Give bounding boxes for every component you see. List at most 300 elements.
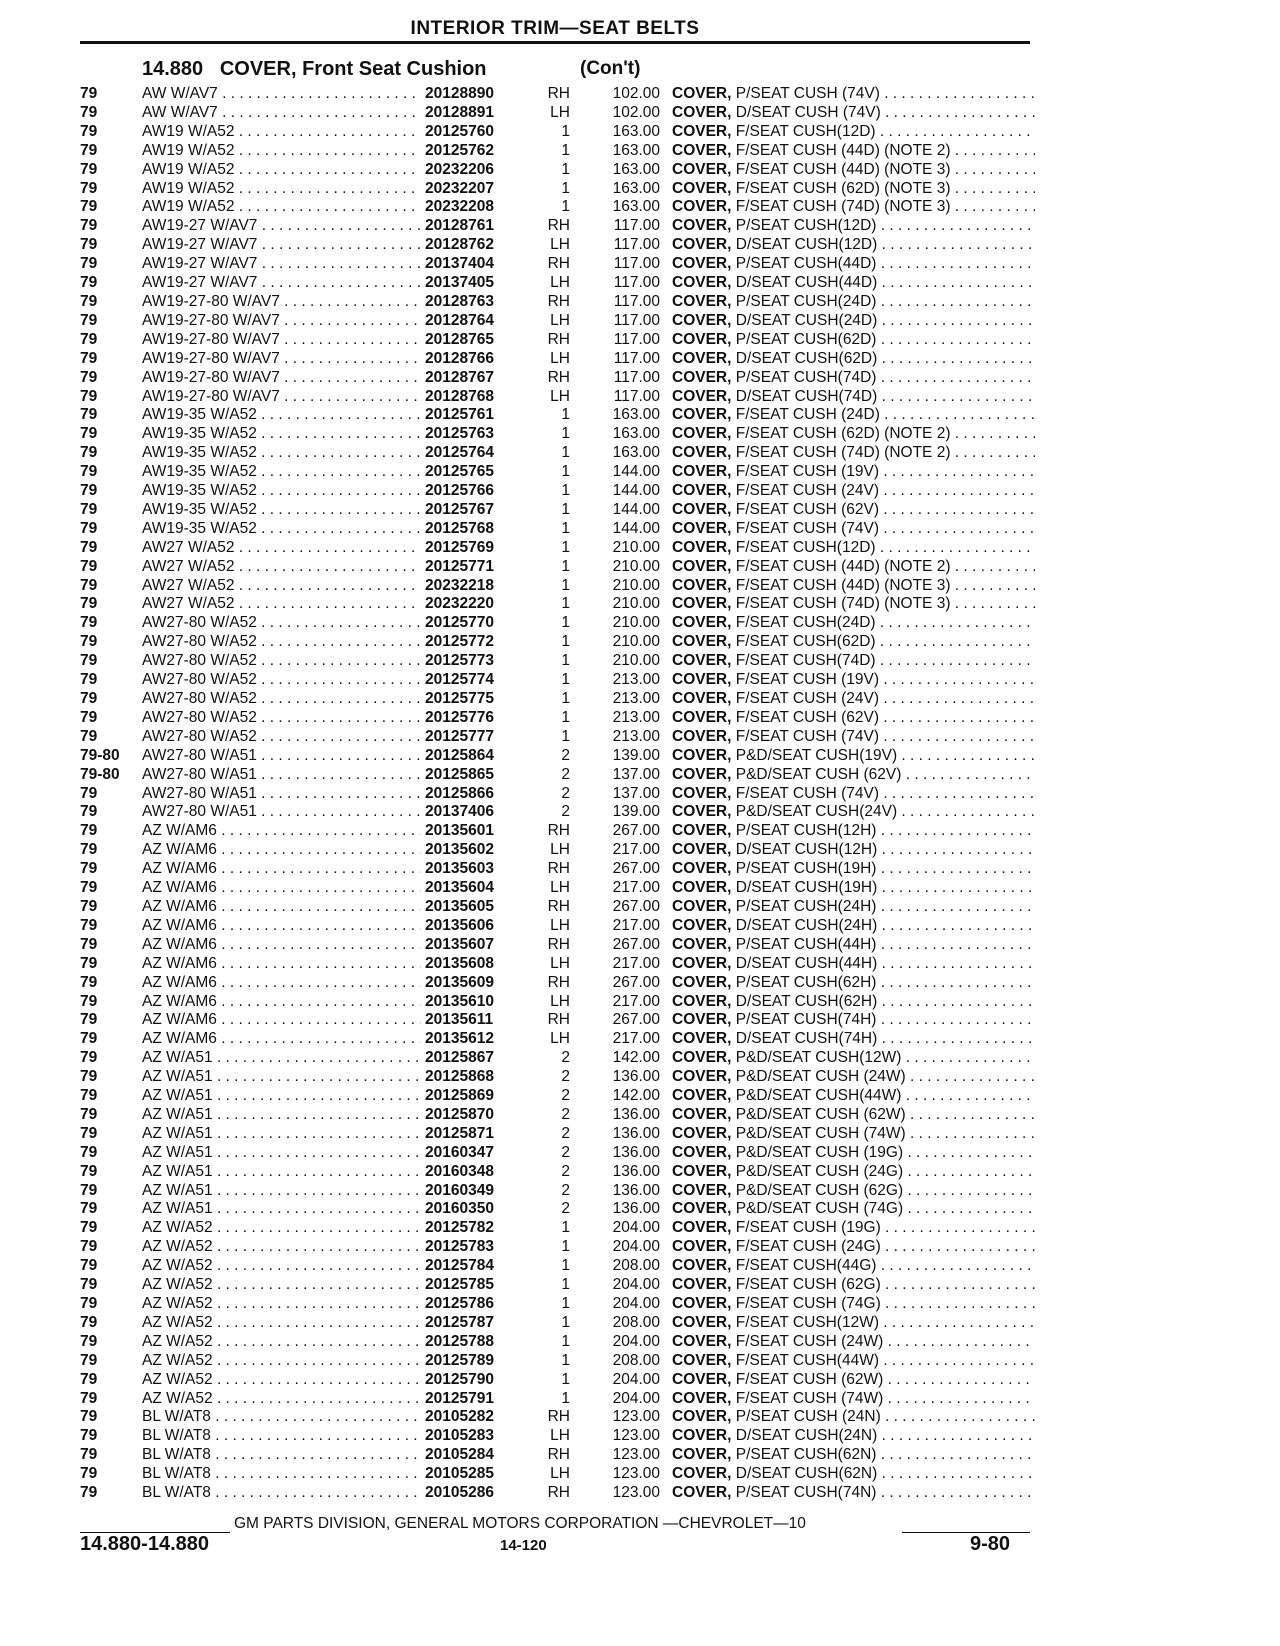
part-number: 20125870 [421, 1106, 494, 1125]
part-description [672, 1238, 1035, 1257]
description-noun: COVER, [672, 1049, 732, 1067]
list-item [80, 123, 1035, 142]
description-noun: COVER, [672, 425, 732, 443]
part-description [672, 879, 1035, 898]
model-year: 79 [80, 1087, 98, 1105]
list-price: 163.00 [612, 160, 660, 178]
model-code: AW W/AV7 . . . [142, 85, 487, 104]
description-text: F/SEAT CUSH (62G) [735, 1276, 881, 1294]
list-item [80, 690, 1035, 709]
list-price: 210.00 [612, 633, 660, 651]
footer-rule-right [902, 1532, 1030, 1533]
description-noun: COVER, [672, 292, 732, 310]
part-number: 20125769 [421, 539, 494, 558]
quantity: LH [550, 1427, 570, 1445]
model-year: 79 [80, 576, 98, 594]
part-description [672, 1182, 1035, 1201]
quantity: 1 [561, 1351, 570, 1369]
part-number: 20125765 [421, 463, 494, 482]
part-number: 20105282 [421, 1408, 494, 1427]
description-text: P/SEAT CUSH(24H) [735, 897, 877, 915]
list-item [80, 1049, 1035, 1068]
quantity: 1 [561, 538, 570, 556]
model-year: 79 [80, 103, 98, 121]
part-description [672, 728, 1035, 747]
list-price: 137.00 [612, 765, 660, 783]
description-text: D/SEAT CUSH(74H) [735, 1030, 878, 1048]
part-description [672, 293, 1035, 312]
list-price: 217.00 [612, 841, 660, 859]
list-item [80, 785, 1035, 804]
description-text: D/SEAT CUSH(62H) [735, 992, 878, 1010]
model-year: 79 [80, 860, 98, 878]
quantity: 1 [561, 671, 570, 689]
description-noun: COVER, [672, 1389, 732, 1407]
list-price: 204.00 [612, 1219, 660, 1237]
list-item [80, 331, 1035, 350]
quantity: 1 [561, 500, 570, 518]
model-code: AW19-27 W/AV7 . . . [142, 217, 487, 236]
description-text: F/SEAT CUSH (62D) (NOTE 2) [735, 425, 951, 443]
model-year: 79 [80, 1276, 98, 1294]
model-year: 79 [80, 425, 98, 443]
model-year: 79 [80, 897, 98, 915]
part-description [672, 671, 1035, 690]
part-description [672, 520, 1035, 539]
list-price: 123.00 [612, 1446, 660, 1464]
part-description [672, 595, 1035, 614]
quantity: 1 [561, 444, 570, 462]
part-number: 20105285 [421, 1465, 494, 1484]
part-number: 20160350 [421, 1200, 494, 1219]
part-description [672, 1276, 1035, 1295]
description-noun: COVER, [672, 179, 732, 197]
part-description [672, 1144, 1035, 1163]
model-year: 79 [80, 1389, 98, 1407]
description-noun: COVER, [672, 935, 732, 953]
part-description [672, 709, 1035, 728]
description-noun: COVER, [672, 1332, 732, 1350]
part-number: 20135605 [421, 898, 494, 917]
quantity: 1 [561, 614, 570, 632]
model-code: AW19-27 W/AV7 . . . [142, 274, 487, 293]
part-number: 20160347 [421, 1144, 494, 1163]
list-item [80, 236, 1035, 255]
description-text: F/SEAT CUSH(12D) [735, 538, 876, 556]
description-noun: COVER, [672, 765, 732, 783]
part-description [672, 444, 1035, 463]
list-price: 210.00 [612, 538, 660, 556]
quantity: LH [550, 879, 570, 897]
list-price: 136.00 [612, 1200, 660, 1218]
model-code: AW27-80 W/A52 . . . [142, 728, 487, 747]
quantity: 1 [561, 652, 570, 670]
quantity: 1 [561, 1332, 570, 1350]
quantity: RH [547, 973, 570, 991]
part-description [672, 766, 1035, 785]
list-item [80, 595, 1035, 614]
model-code: AW27-80 W/A51 . . . [142, 803, 487, 822]
list-price: 208.00 [612, 1313, 660, 1331]
part-description [672, 123, 1035, 142]
description-noun: COVER, [672, 708, 732, 726]
list-price: 102.00 [612, 103, 660, 121]
part-description [672, 1257, 1035, 1276]
model-year: 79 [80, 614, 98, 632]
list-item [80, 1352, 1035, 1371]
quantity: 1 [561, 179, 570, 197]
model-year: 79 [80, 255, 98, 273]
part-number: 20125760 [421, 123, 494, 142]
description-noun: COVER, [672, 1276, 732, 1294]
part-number: 20128766 [421, 350, 494, 369]
list-item [80, 1465, 1035, 1484]
model-year: 79 [80, 652, 98, 670]
quantity: 2 [561, 1200, 570, 1218]
part-number: 20135603 [421, 860, 494, 879]
list-item [80, 766, 1035, 785]
description-text: F/SEAT CUSH (74D) (NOTE 3) [735, 595, 951, 613]
description-noun: COVER, [672, 803, 732, 821]
model-code: AZ W/A51 . . . [142, 1106, 487, 1125]
model-code: AZ W/AM6 . . . [142, 1030, 487, 1049]
page-title: INTERIOR TRIM—SEAT BELTS [410, 18, 700, 39]
model-year: 79 [80, 1313, 98, 1331]
description-text: F/SEAT CUSH (74V) [735, 784, 880, 802]
model-code: AW19-35 W/A52 . . . [142, 482, 487, 501]
quantity: RH [547, 1446, 570, 1464]
description-noun: COVER, [672, 500, 732, 518]
description-text: P/SEAT CUSH (24N) [735, 1408, 881, 1426]
model-year: 79 [80, 879, 98, 897]
part-description [672, 482, 1035, 501]
part-description [672, 161, 1035, 180]
part-number: 20125766 [421, 482, 494, 501]
quantity: RH [547, 1011, 570, 1029]
quantity: RH [547, 860, 570, 878]
part-description [672, 1163, 1035, 1182]
description-noun: COVER, [672, 1143, 732, 1161]
model-year: 79 [80, 236, 98, 254]
parts-list [80, 85, 1035, 1503]
description-noun: COVER, [672, 1162, 732, 1180]
list-price: 163.00 [612, 406, 660, 424]
quantity: LH [550, 916, 570, 934]
model-year: 79 [80, 141, 98, 159]
description-text: P&D/SEAT CUSH (62G) [735, 1181, 904, 1199]
model-year: 79 [80, 160, 98, 178]
part-number: 20128890 [421, 85, 494, 104]
quantity: LH [550, 1465, 570, 1483]
list-item [80, 444, 1035, 463]
part-number: 20125768 [421, 520, 494, 539]
description-text: P/SEAT CUSH(62D) [735, 330, 877, 348]
list-price: 213.00 [612, 690, 660, 707]
part-description [672, 217, 1035, 236]
part-number: 20125869 [421, 1087, 494, 1106]
description-noun: COVER, [672, 614, 732, 632]
list-price: 267.00 [612, 822, 660, 840]
description-noun: COVER, [672, 633, 732, 651]
description-text: F/SEAT CUSH (44D) (NOTE 3) [735, 160, 951, 178]
list-price: 163.00 [612, 425, 660, 443]
description-noun: COVER, [672, 1068, 732, 1086]
model-year: 79 [80, 1465, 98, 1483]
model-year: 79 [80, 708, 98, 726]
part-description [672, 1427, 1035, 1446]
list-price: 102.00 [612, 85, 660, 102]
list-price: 267.00 [612, 973, 660, 991]
model-year: 79 [80, 1408, 98, 1426]
part-description [672, 1408, 1035, 1427]
description-text: F/SEAT CUSH (19V) [735, 671, 880, 689]
description-text: P/SEAT CUSH(62N) [735, 1446, 877, 1464]
list-price: 163.00 [612, 122, 660, 140]
model-code: AZ W/A52 . . . [142, 1276, 487, 1295]
list-item [80, 85, 1035, 104]
description-text: D/SEAT CUSH(24D) [735, 311, 878, 329]
part-number: 20125771 [421, 558, 494, 577]
description-noun: COVER, [672, 916, 732, 934]
list-item [80, 1219, 1035, 1238]
list-price: 136.00 [612, 1068, 660, 1086]
part-description [672, 236, 1035, 255]
list-price: 136.00 [612, 1143, 660, 1161]
list-price: 117.00 [613, 255, 660, 273]
part-number: 20105283 [421, 1427, 494, 1446]
part-description [672, 406, 1035, 425]
description-text: P&D/SEAT CUSH (19G) [735, 1143, 904, 1161]
part-number: 20125788 [421, 1333, 494, 1352]
model-code: AW27 W/A52 . . . [142, 558, 487, 577]
part-number: 20232206 [421, 161, 494, 180]
model-year: 79 [80, 1219, 98, 1237]
part-number: 20125787 [421, 1314, 494, 1333]
part-description [672, 633, 1035, 652]
description-noun: COVER, [672, 822, 732, 840]
part-description [672, 1049, 1035, 1068]
quantity: RH [547, 217, 570, 235]
model-code: AW19 W/A52 . . . [142, 161, 487, 180]
model-year: 79 [80, 1351, 98, 1369]
model-code: AZ W/A52 . . . [142, 1219, 487, 1238]
part-description [672, 822, 1035, 841]
list-item [80, 652, 1035, 671]
description-noun: COVER, [672, 1030, 732, 1048]
list-item [80, 198, 1035, 217]
part-description [672, 180, 1035, 199]
part-description [672, 331, 1035, 350]
quantity: LH [550, 954, 570, 972]
list-item [80, 1257, 1035, 1276]
section-title: 14.880 COVER, Front Seat Cushion [142, 58, 487, 80]
description-text: F/SEAT CUSH (44D) (NOTE 2) [735, 557, 951, 575]
quantity: 1 [561, 122, 570, 140]
list-price: 217.00 [612, 954, 660, 972]
part-number: 20125867 [421, 1049, 494, 1068]
list-item [80, 388, 1035, 407]
list-item [80, 993, 1035, 1012]
model-year: 79 [80, 595, 98, 613]
model-year: 79 [80, 935, 98, 953]
description-text: F/SEAT CUSH (62V) [735, 708, 880, 726]
part-number: 20125776 [421, 709, 494, 728]
quantity: 1 [561, 557, 570, 575]
quantity: 1 [561, 425, 570, 443]
list-item [80, 955, 1035, 974]
model-code: AW19-27-80 W/AV7 . . . [142, 293, 487, 312]
model-year: 79 [80, 406, 98, 424]
model-year: 79 [80, 916, 98, 934]
footer-date: 9-80 [970, 1533, 1011, 1555]
part-description [672, 1465, 1035, 1484]
part-description [672, 860, 1035, 879]
list-item [80, 1144, 1035, 1163]
description-text: D/SEAT CUSH(74D) [735, 387, 878, 405]
model-code: AZ W/A51 . . . [142, 1087, 487, 1106]
description-text: D/SEAT CUSH(12D) [735, 236, 878, 254]
description-text: P&D/SEAT CUSH (24G) [735, 1162, 904, 1180]
quantity: LH [550, 236, 570, 254]
list-item [80, 369, 1035, 388]
quantity: RH [547, 897, 570, 915]
model-year: 79 [80, 85, 98, 102]
part-number: 20125783 [421, 1238, 494, 1257]
description-noun: COVER, [672, 595, 732, 613]
description-noun: COVER, [672, 311, 732, 329]
part-number: 20128765 [421, 331, 494, 350]
list-price: 144.00 [612, 463, 660, 481]
list-item [80, 180, 1035, 199]
part-number: 20232208 [421, 198, 494, 217]
description-text: P&D/SEAT CUSH(24V) [735, 803, 898, 821]
part-description [672, 1200, 1035, 1219]
list-price: 213.00 [612, 727, 660, 745]
description-text: D/SEAT CUSH(44H) [735, 954, 878, 972]
description-noun: COVER, [672, 236, 732, 254]
list-price: 213.00 [612, 708, 660, 726]
model-code: AW19-27 W/AV7 . . . [142, 236, 487, 255]
quantity: RH [547, 292, 570, 310]
quantity: 2 [561, 1143, 570, 1161]
list-price: 117.00 [613, 387, 660, 405]
part-number: 20125864 [421, 747, 494, 766]
description-text: P/SEAT CUSH (74V) [735, 85, 880, 102]
quantity: 2 [561, 1087, 570, 1105]
model-code: AW19-35 W/A52 . . . [142, 425, 487, 444]
description-text: F/SEAT CUSH(12W) [735, 1313, 879, 1331]
part-number: 20128768 [421, 388, 494, 407]
quantity: 1 [561, 690, 570, 707]
part-number: 20125767 [421, 501, 494, 520]
part-number: 20125786 [421, 1295, 494, 1314]
description-noun: COVER, [672, 746, 732, 764]
list-price: 117.00 [613, 274, 660, 292]
description-text: F/SEAT CUSH (19V) [735, 463, 880, 481]
description-text: F/SEAT CUSH (24V) [735, 482, 880, 500]
model-year: 79 [80, 444, 98, 462]
model-code: AW27-80 W/A52 . . . [142, 690, 487, 709]
description-noun: COVER, [672, 217, 732, 235]
model-code: AZ W/AM6 . . . [142, 955, 487, 974]
description-noun: COVER, [672, 1295, 732, 1312]
part-number: 20128762 [421, 236, 494, 255]
list-price: 217.00 [612, 916, 660, 934]
list-item [80, 1408, 1035, 1427]
description-text: F/SEAT CUSH (44D) (NOTE 3) [735, 576, 951, 594]
part-description [672, 1011, 1035, 1030]
list-price: 117.00 [613, 236, 660, 254]
quantity: 1 [561, 633, 570, 651]
part-description [672, 1125, 1035, 1144]
model-year: 79 [80, 1181, 98, 1199]
description-text: P/SEAT CUSH(24D) [735, 292, 877, 310]
list-item [80, 142, 1035, 161]
description-text: F/SEAT CUSH (62D) (NOTE 3) [735, 179, 951, 197]
quantity: LH [550, 103, 570, 121]
description-text: F/SEAT CUSH (24G) [735, 1238, 881, 1256]
list-price: 136.00 [612, 1105, 660, 1123]
description-text: D/SEAT CUSH(12H) [735, 841, 878, 859]
list-price: 123.00 [612, 1465, 660, 1483]
description-text: P&D/SEAT CUSH (74W) [735, 1124, 906, 1142]
model-year: 79 [80, 841, 98, 859]
model-year: 79 [80, 311, 98, 329]
model-code: AZ W/A52 . . . [142, 1238, 487, 1257]
list-price: 137.00 [612, 784, 660, 802]
description-text: D/SEAT CUSH(24H) [735, 916, 878, 934]
description-noun: COVER, [672, 841, 732, 859]
part-description [672, 936, 1035, 955]
description-noun: COVER, [672, 652, 732, 670]
list-price: 142.00 [612, 1049, 660, 1067]
quantity: 1 [561, 1257, 570, 1275]
list-price: 123.00 [612, 1408, 660, 1426]
list-price: 163.00 [612, 141, 660, 159]
list-item [80, 1068, 1035, 1087]
part-description [672, 1390, 1035, 1409]
list-price: 144.00 [612, 519, 660, 537]
model-year: 79 [80, 1295, 98, 1312]
model-code: AZ W/AM6 . . . [142, 860, 487, 879]
list-item [80, 558, 1035, 577]
description-noun: COVER, [672, 538, 732, 556]
part-description [672, 350, 1035, 369]
model-code: AZ W/A51 . . . [142, 1182, 487, 1201]
part-description [672, 539, 1035, 558]
description-text: F/SEAT CUSH (74D) (NOTE 2) [735, 444, 951, 462]
model-year: 79 [80, 1238, 98, 1256]
model-code: AW19-35 W/A52 . . . [142, 406, 487, 425]
part-number: 20128763 [421, 293, 494, 312]
list-price: 117.00 [613, 349, 660, 367]
model-year: 79 [80, 1049, 98, 1067]
part-description [672, 1352, 1035, 1371]
model-year: 79 [80, 1143, 98, 1161]
quantity: 1 [561, 406, 570, 424]
list-item [80, 1200, 1035, 1219]
model-code: BL W/AT8 . . . [142, 1465, 487, 1484]
model-code: AW27-80 W/A52 . . . [142, 671, 487, 690]
part-number: 20125789 [421, 1352, 494, 1371]
description-text: P&D/SEAT CUSH(19V) [735, 746, 898, 764]
list-price: 210.00 [612, 557, 660, 575]
description-noun: COVER, [672, 954, 732, 972]
footer-page-number: 14-120 [500, 1537, 547, 1554]
list-price: 267.00 [612, 860, 660, 878]
quantity: LH [550, 349, 570, 367]
part-number: 20135610 [421, 993, 494, 1012]
